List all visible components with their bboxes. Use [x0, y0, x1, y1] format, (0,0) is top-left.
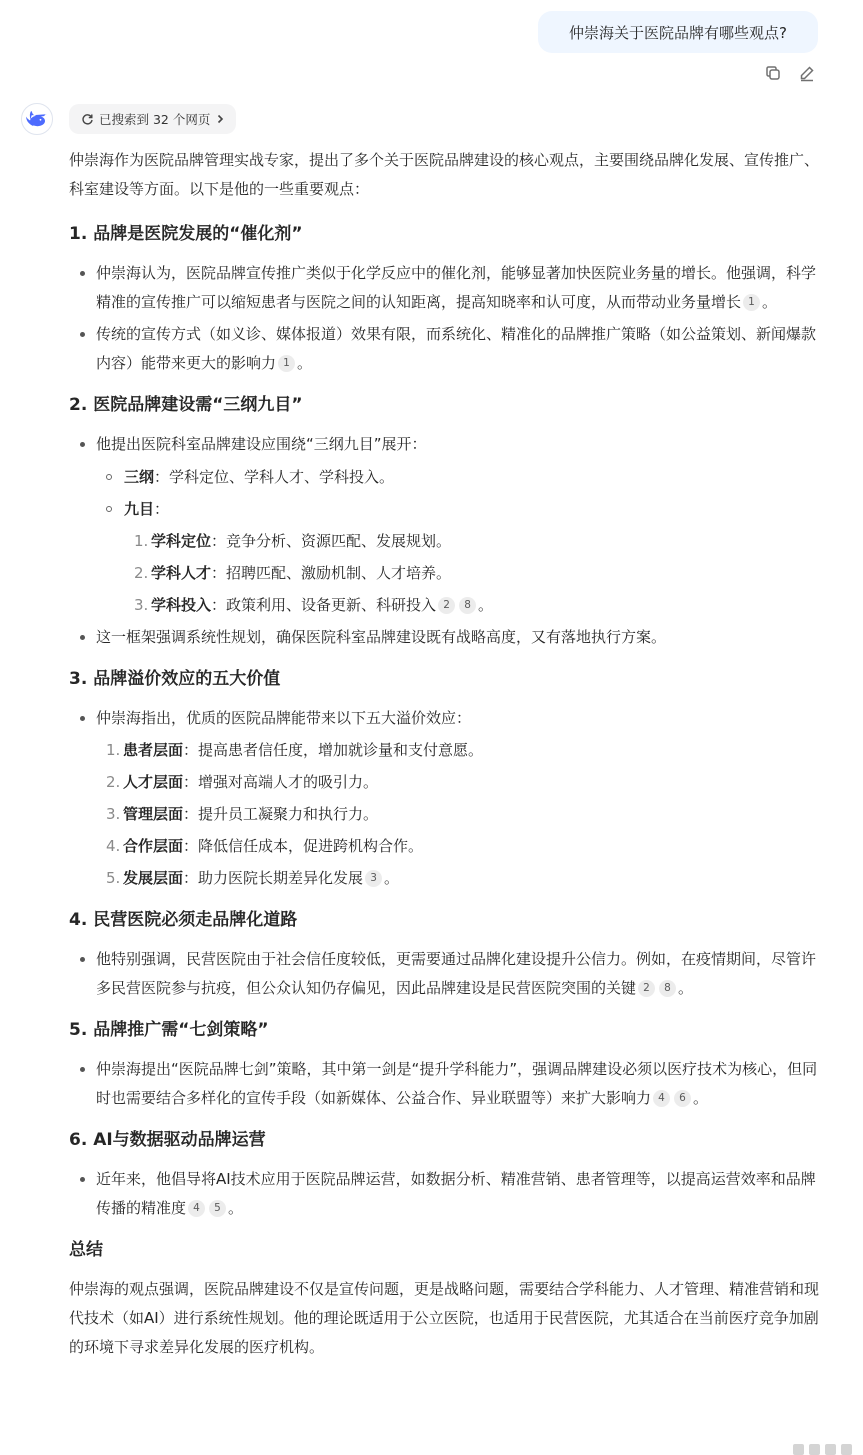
section-3: [69, 666, 829, 893]
numbered-item: 2. 学科人才：招聘匹配、激励机制、人才培养。: [134, 564, 452, 582]
section-1: [69, 221, 829, 378]
numbered-item: 4. 合作层面：降低信任成本，促进跨机构合作。: [106, 837, 424, 855]
citation-badge[interactable]: 8: [659, 980, 676, 997]
section-heading: 6. AI与数据驱动品牌运营: [69, 1130, 266, 1150]
section-2: [69, 392, 829, 652]
edit-icon[interactable]: [797, 63, 817, 83]
assistant-response: [69, 146, 829, 1362]
citation-badge[interactable]: 2: [638, 980, 655, 997]
citation-badge[interactable]: 4: [653, 1090, 670, 1107]
section-heading: 3. 品牌溢价效应的五大价值: [69, 669, 281, 689]
assistant-avatar: [21, 103, 53, 135]
summary-section: [69, 1237, 829, 1362]
numbered-item: 1. 患者层面：提高患者信任度，增加就诊量和支付意愿。: [106, 741, 484, 759]
section-6: [69, 1127, 829, 1223]
sub-list-item: 三纲：学科定位、学科人才、学科投入。: [96, 463, 829, 492]
list-item: 仲崇海提出“医院品牌七剑”策略，其中第一剑是“提升学科能力”，强调品牌建设必须以医疗技术为核心，但同时也需要结合多样化的宣传手段（如新媒体、公益合作、异业联盟等）来扩大影响力 4 6 。: [69, 1055, 829, 1113]
user-message-text: 仲崇海关于医院品牌有哪些观点?: [569, 23, 787, 42]
list-item: 仲崇海认为，医院品牌宣传推广类似于化学反应中的催化剂，能够显著加快医院业务量的增长。他强调，科学精准的宣传推广可以缩短患者与医院之间的认知距离，提高知晓率和认可度，从而带动业务量增长 1 。: [69, 259, 829, 317]
list-item: 他提出医院科室品牌建设应围绕“三纲九目”展开： 三纲：学科定位、学科人才、学科投入。 九目： 1. 学科定位：竞争分析、资源匹配、发展规划。 2. 学科人才：招聘匹配、激励机制、人才培养。 3. 学科投入：政策利用、设备更新、科研投入 2 8 。: [69, 430, 829, 620]
numbered-item: 3. 学科投入：政策利用、设备更新、科研投入 2 8 。: [134, 596, 494, 614]
sub-list-item: 九目： 1. 学科定位：竞争分析、资源匹配、发展规划。 2. 学科人才：招聘匹配、激励机制、人才培养。 3. 学科投入：政策利用、设备更新、科研投入 2 8 。: [96, 495, 829, 620]
section-heading: 2. 医院品牌建设需“三纲九目”: [69, 395, 303, 415]
citation-badge[interactable]: 6: [674, 1090, 691, 1107]
user-message-bubble: [538, 11, 818, 53]
list-item: 近年来，他倡导将AI技术应用于医院品牌运营，如数据分析、精准营销、患者管理等，以提高运营效率和品牌传播的精准度 4 5 。: [69, 1165, 829, 1223]
section-5: [69, 1017, 829, 1113]
section-heading: 4. 民营医院必须走品牌化道路: [69, 910, 298, 930]
citation-badge[interactable]: 2: [438, 597, 455, 614]
citation-badge[interactable]: 5: [209, 1200, 226, 1217]
search-chip-label: 已搜索到 32 个网页: [99, 112, 211, 127]
list-item: 他特别强调，民营医院由于社会信任度较低，更需要通过品牌化建设提升公信力。例如，在疫情期间，尽管许多民营医院参与抗疫，但公众认知仍存偏见，因此品牌建设是民营医院突围的关键 2 8 。: [69, 945, 829, 1003]
section-heading: 1. 品牌是医院发展的“催化剂”: [69, 224, 303, 244]
citation-badge[interactable]: 1: [278, 355, 295, 372]
numbered-item: 2. 人才层面：增强对高端人才的吸引力。: [106, 773, 379, 791]
search-results-chip[interactable]: [69, 104, 236, 134]
summary-heading: 总结: [69, 1240, 103, 1260]
section-heading: 5. 品牌推广需“七剑策略”: [69, 1020, 269, 1040]
citation-badge[interactable]: 4: [188, 1200, 205, 1217]
section-4: [69, 907, 829, 1003]
list-item: 传统的宣传方式（如义诊、媒体报道）效果有限，而系统化、精准化的品牌推广策略（如公益策划、新闻爆款内容）能带来更大的影响力 1 。: [69, 320, 829, 378]
numbered-item: 1. 学科定位：竞争分析、资源匹配、发展规划。: [134, 532, 452, 550]
citation-badge[interactable]: 3: [365, 870, 382, 887]
citation-badge[interactable]: 1: [743, 294, 760, 311]
numbered-item: 5. 发展层面：助力医院长期差异化发展 3 。: [106, 869, 400, 887]
citation-badge[interactable]: 8: [459, 597, 476, 614]
deepseek-whale-icon: [26, 110, 48, 128]
search-refresh-icon: [81, 113, 94, 126]
list-item: 这一框架强调系统性规划，确保医院科室品牌建设既有战略高度，又有落地执行方案。: [69, 623, 829, 652]
summary-paragraph: 仲崇海的观点强调，医院品牌建设不仅是宣传问题，更是战略问题，需要结合学科能力、人才管理、精准营销和现代技术（如AI）进行系统性规划。他的理论既适用于公立医院，也适用于民营医院，尤其适合在当前医疗竞争加剧的环境下寻求差异化发展的医疗机构。: [69, 1280, 820, 1356]
intro-paragraph: 仲崇海作为医院品牌管理实战专家，提出了多个关于医院品牌建设的核心观点，主要围绕品牌化发展、宣传推广、科室建设等方面。以下是他的一些重要观点：: [69, 151, 820, 198]
message-actions: [763, 63, 817, 83]
numbered-item: 3. 管理层面：提升员工凝聚力和执行力。: [106, 805, 379, 823]
watermark-icon: [793, 1444, 853, 1455]
list-item: 仲崇海指出，优质的医院品牌能带来以下五大溢价效应： 1. 患者层面：提高患者信任度，增加就诊量和支付意愿。 2. 人才层面：增强对高端人才的吸引力。 3. 管理层面：提升员工凝聚力和执行力。 4. 合作层面：降低信任成本，促进跨机构合作。 5. 发展层面：助力医院长期差异化发展 3 。: [69, 704, 829, 893]
copy-icon[interactable]: [763, 63, 783, 83]
chevron-right-icon: [215, 114, 225, 124]
